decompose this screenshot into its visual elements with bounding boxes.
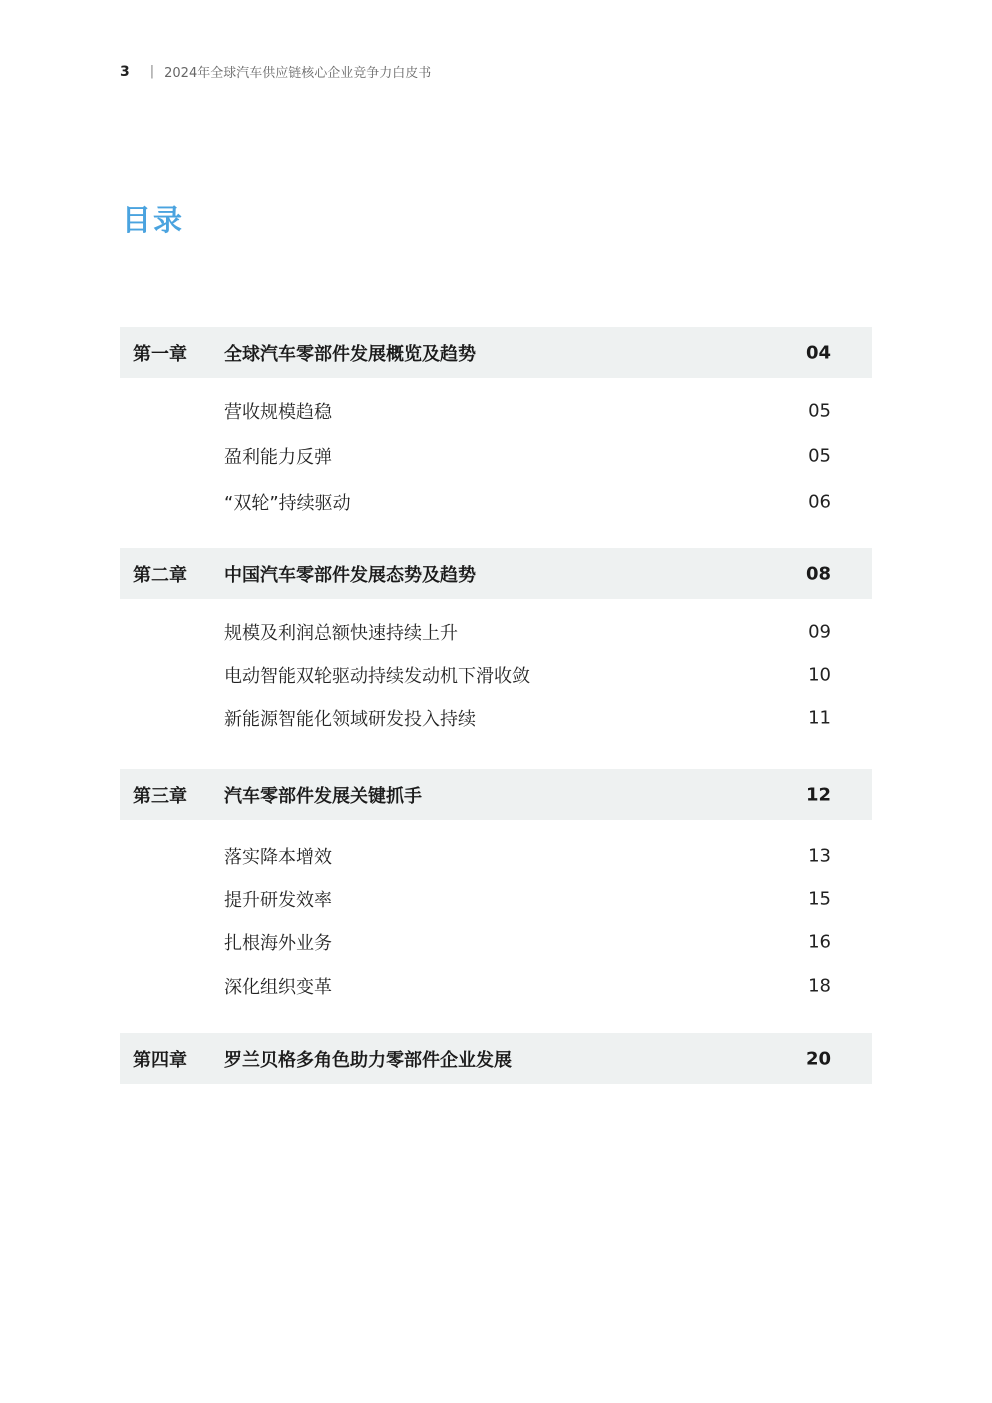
section-title: 营收规模趋稳 — [224, 402, 332, 423]
section-page-number: 11 — [808, 707, 831, 729]
chapter-page-number: 04 — [805, 342, 831, 363]
section-row[interactable] — [120, 971, 872, 1001]
section-row[interactable] — [120, 841, 872, 871]
section-page-number: 05 — [808, 400, 831, 422]
chapter-row[interactable] — [120, 769, 872, 820]
section-title: 新能源智能化领域研发投入持续 — [224, 709, 476, 730]
section-row[interactable] — [120, 927, 872, 957]
chapter-page-number: 20 — [805, 1048, 831, 1069]
chapter-page-number: 08 — [805, 563, 831, 584]
page-number: 3 — [120, 63, 130, 80]
section-page-number: 18 — [808, 975, 831, 997]
chapter-page-number: 12 — [805, 784, 831, 805]
section-title: 盈利能力反弹 — [224, 447, 332, 468]
chapter-label: 第三章 — [133, 785, 187, 807]
chapter-row[interactable] — [120, 327, 872, 378]
section-title: 提升研发效率 — [224, 890, 332, 911]
document-title: 2024年全球汽车供应链核心企业竞争力白皮书 — [164, 66, 432, 81]
section-title: 深化组织变革 — [224, 977, 332, 998]
section-page-number: 05 — [808, 445, 831, 467]
section-page-number: 10 — [808, 664, 831, 686]
section-page-number: 09 — [808, 621, 831, 643]
section-row[interactable] — [120, 441, 872, 471]
section-row[interactable] — [120, 396, 872, 426]
chapter-row[interactable] — [120, 1033, 872, 1084]
chapter-row[interactable] — [120, 548, 872, 599]
section-title: 扎根海外业务 — [224, 933, 332, 954]
chapter-label: 第一章 — [133, 343, 187, 365]
section-row[interactable] — [120, 884, 872, 914]
section-title: 落实降本增效 — [224, 847, 332, 868]
chapter-label: 第二章 — [133, 564, 187, 586]
section-title: “双轮”持续驱动 — [224, 493, 351, 514]
section-title: 规模及利润总额快速持续上升 — [224, 623, 458, 644]
chapter-title: 中国汽车零部件发展态势及趋势 — [224, 564, 476, 586]
section-page-number: 13 — [808, 845, 831, 867]
section-page-number: 16 — [808, 931, 831, 953]
chapter-label: 第四章 — [133, 1049, 187, 1071]
section-title: 电动智能双轮驱动持续发动机下滑收敛 — [224, 666, 530, 687]
section-page-number: 06 — [808, 491, 831, 513]
chapter-title: 汽车零部件发展关键抓手 — [224, 785, 422, 807]
chapter-title: 罗兰贝格多角色助力零部件企业发展 — [224, 1049, 512, 1071]
toc-title: 目录 — [122, 203, 185, 237]
section-row[interactable] — [120, 660, 872, 690]
section-row[interactable] — [120, 617, 872, 647]
section-row[interactable] — [120, 703, 872, 733]
section-row[interactable] — [120, 487, 872, 517]
chapter-title: 全球汽车零部件发展概览及趋势 — [224, 343, 476, 365]
section-page-number: 15 — [808, 888, 831, 910]
page-header — [120, 62, 431, 81]
header-separator: | — [149, 64, 155, 79]
